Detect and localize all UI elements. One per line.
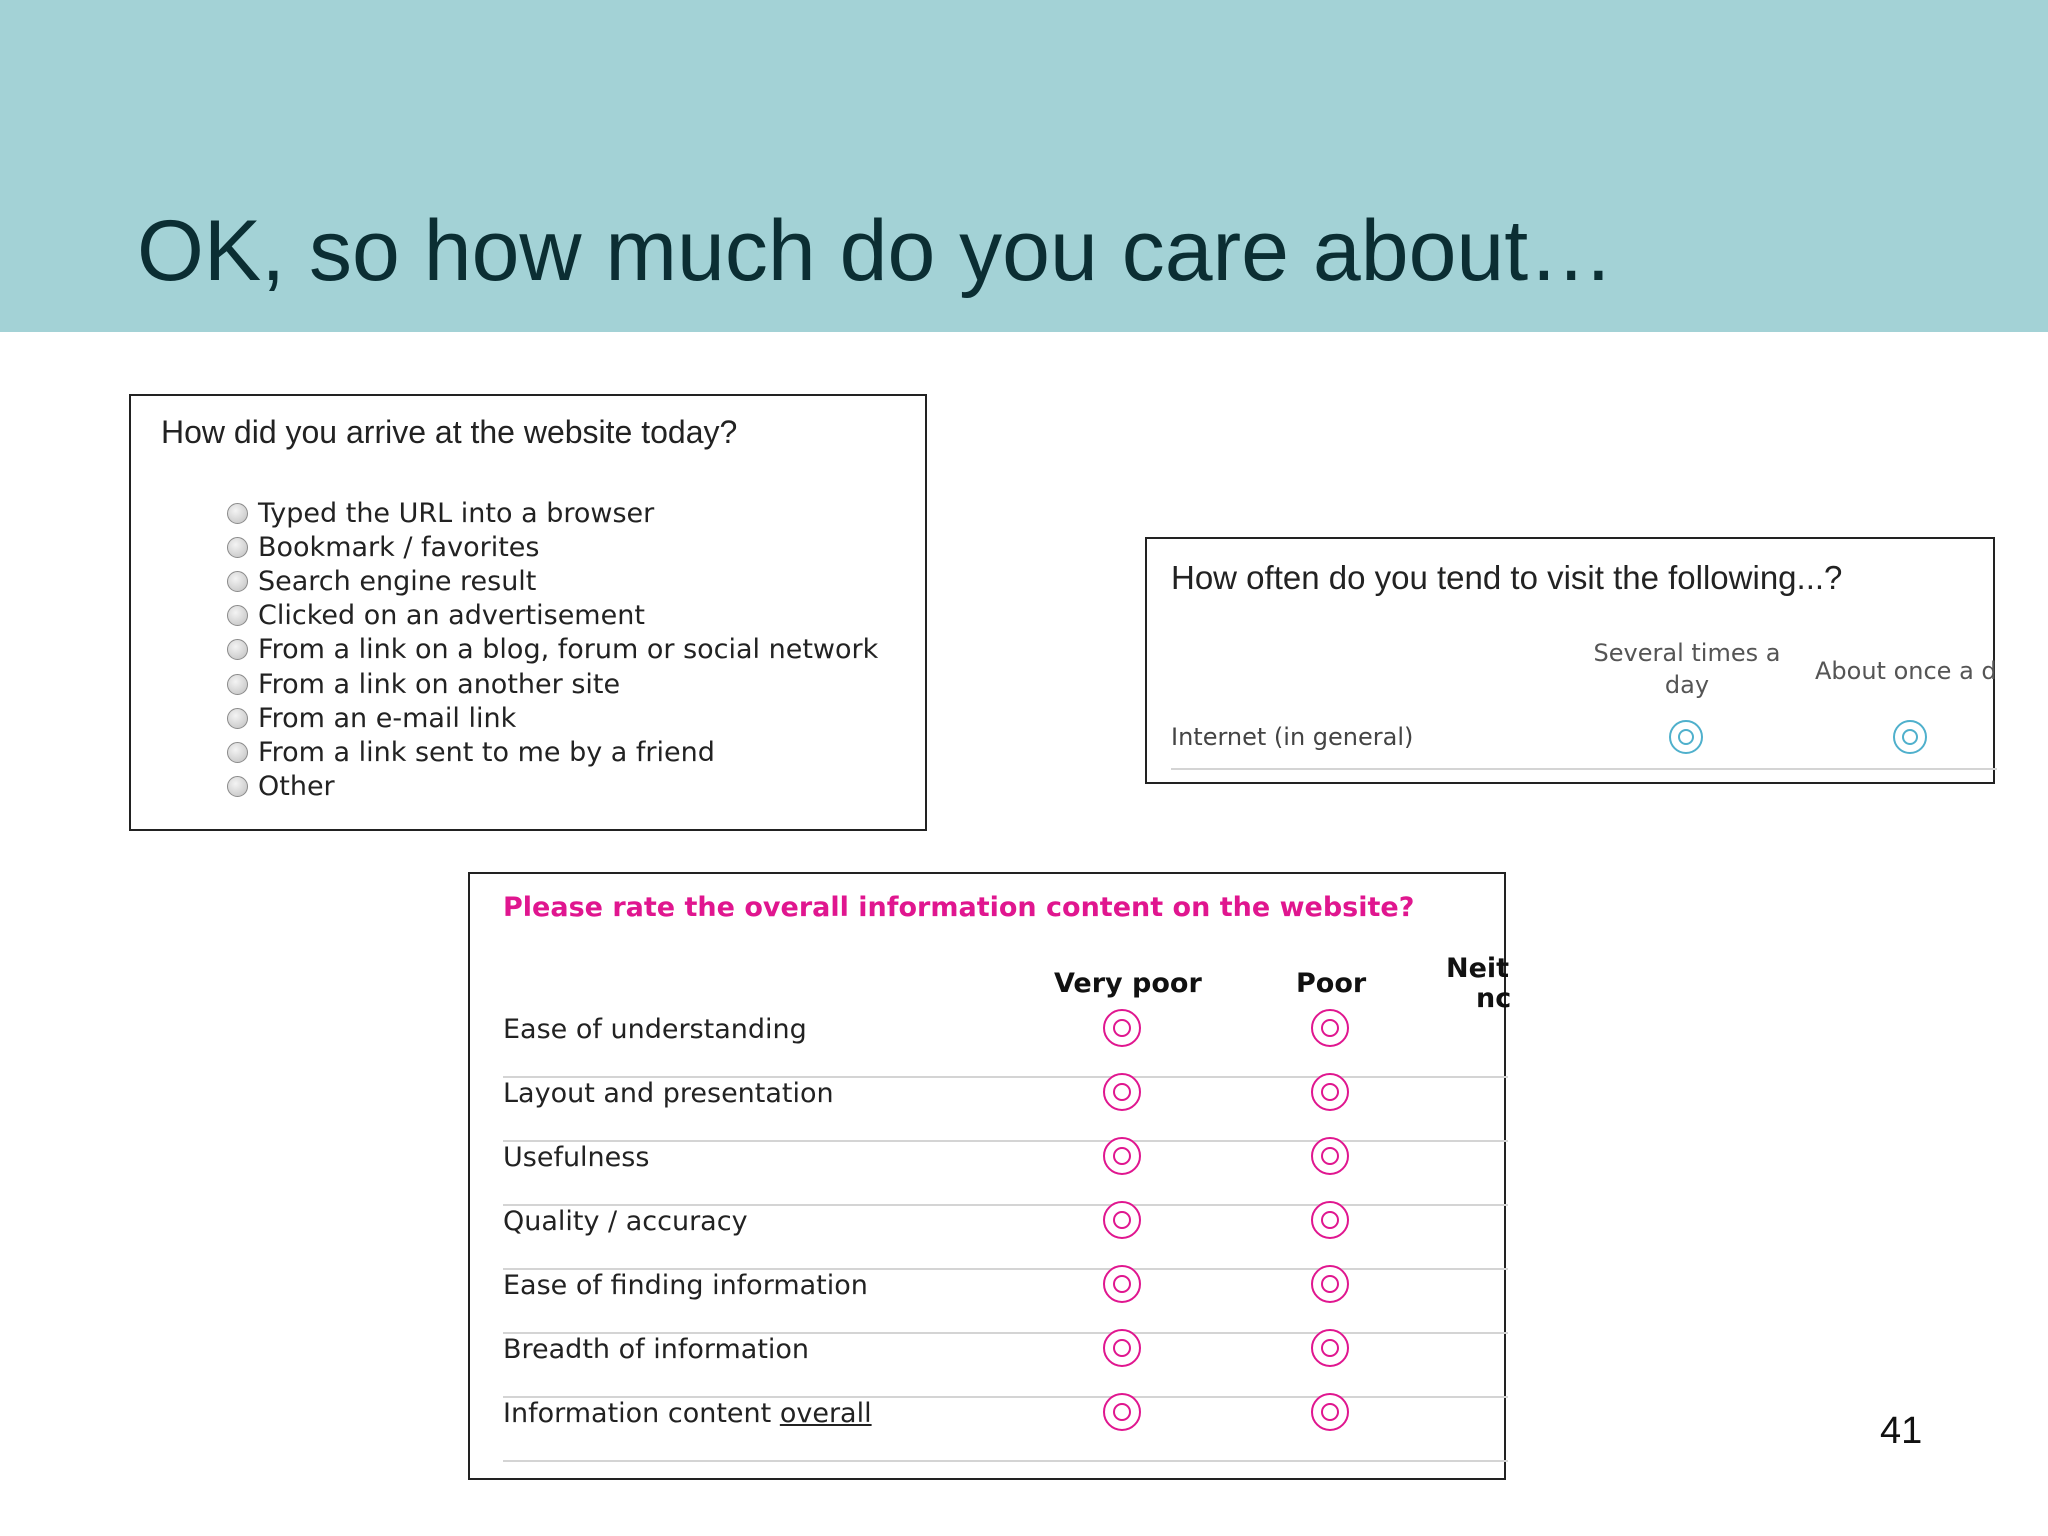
radio-button[interactable] [227,537,248,558]
rating-row-label: Usefulness [503,1142,650,1173]
arrival-option[interactable] [227,701,878,735]
rating-question-panel [468,872,1512,1480]
slide-page-number: 41 [1880,1410,1923,1452]
arrival-option[interactable] [227,564,878,598]
arrival-option[interactable] [227,667,878,701]
frequency-column-header: Several times a day [1593,639,1781,699]
frequency-question: How often do you tend to visit the following...? [1171,559,1843,596]
rating-row-label: Quality / accuracy [503,1206,748,1237]
radio-button[interactable] [1311,1201,1349,1239]
radio-button[interactable] [227,708,248,729]
radio-button[interactable] [1103,1009,1141,1047]
slide-title: OK, so how much do you care about… [137,203,1615,299]
radio-button[interactable] [1893,720,1927,754]
frequency-row-label: Internet (in general) [1171,723,1414,751]
arrival-option-label: From a link sent to me by a friend [258,736,715,768]
radio-button[interactable] [227,639,248,660]
arrival-option[interactable] [227,735,878,769]
radio-button[interactable] [227,571,248,592]
radio-button[interactable] [1311,1137,1349,1175]
arrival-question: How did you arrive at the website today? [161,414,738,450]
arrival-option[interactable] [227,633,878,667]
row-divider [503,1140,1508,1142]
arrival-question-panel [129,394,927,831]
arrival-option-label: From a link on a blog, forum or social network [258,634,879,666]
arrival-option-label: Typed the URL into a browser [258,497,655,529]
frequency-question-panel [1145,537,1995,784]
radio-button[interactable] [227,742,248,763]
radio-button[interactable] [227,674,248,695]
rating-row-label [503,1398,872,1429]
radio-button[interactable] [1103,1329,1141,1367]
arrival-option-label: From an e-mail link [258,702,517,734]
rating-row-label: Breadth of information [503,1334,810,1365]
arrival-option-label: Search engine result [258,565,537,597]
arrival-option[interactable] [227,770,878,804]
radio-button[interactable] [227,776,248,797]
arrival-option[interactable] [227,599,878,633]
rating-row-label: Ease of understanding [503,1014,807,1045]
arrival-option[interactable] [227,530,878,564]
rating-row-label-emphasis: overall [779,1398,872,1429]
radio-button[interactable] [1103,1265,1141,1303]
arrival-option-label: Other [258,771,335,803]
rating-column-header: Very poor [1054,968,1202,999]
radio-button[interactable] [1311,1009,1349,1047]
rating-column-header: Poor [1296,968,1367,999]
radio-button[interactable] [1311,1265,1349,1303]
radio-button[interactable] [227,605,248,626]
radio-button[interactable] [1103,1393,1141,1431]
radio-button[interactable] [1669,720,1703,754]
rating-column-header: nc [1476,983,1512,1014]
frequency-column-header: About once a d [1815,657,1997,685]
arrival-option-label: Bookmark / favorites [258,531,540,563]
radio-button[interactable] [227,503,248,524]
arrival-option-label: Clicked on an advertisement [258,600,645,632]
radio-button[interactable] [1103,1137,1141,1175]
radio-button[interactable] [1311,1329,1349,1367]
rating-row-label: Ease of finding information [503,1270,868,1301]
rating-column-header: Neit [1446,953,1510,984]
radio-button[interactable] [1103,1073,1141,1111]
radio-button[interactable] [1311,1073,1349,1111]
rating-question: Please rate the overall information content on the website? [503,892,1415,923]
arrival-options-list [227,496,878,804]
radio-button[interactable] [1103,1201,1141,1239]
row-divider [503,1460,1508,1462]
radio-button[interactable] [1311,1393,1349,1431]
arrival-option-label: From a link on another site [258,668,621,700]
row-divider [1171,768,1997,770]
rating-row-label-text: Information content [503,1398,780,1429]
rating-row-label: Layout and presentation [503,1078,834,1109]
arrival-option[interactable] [227,496,878,530]
